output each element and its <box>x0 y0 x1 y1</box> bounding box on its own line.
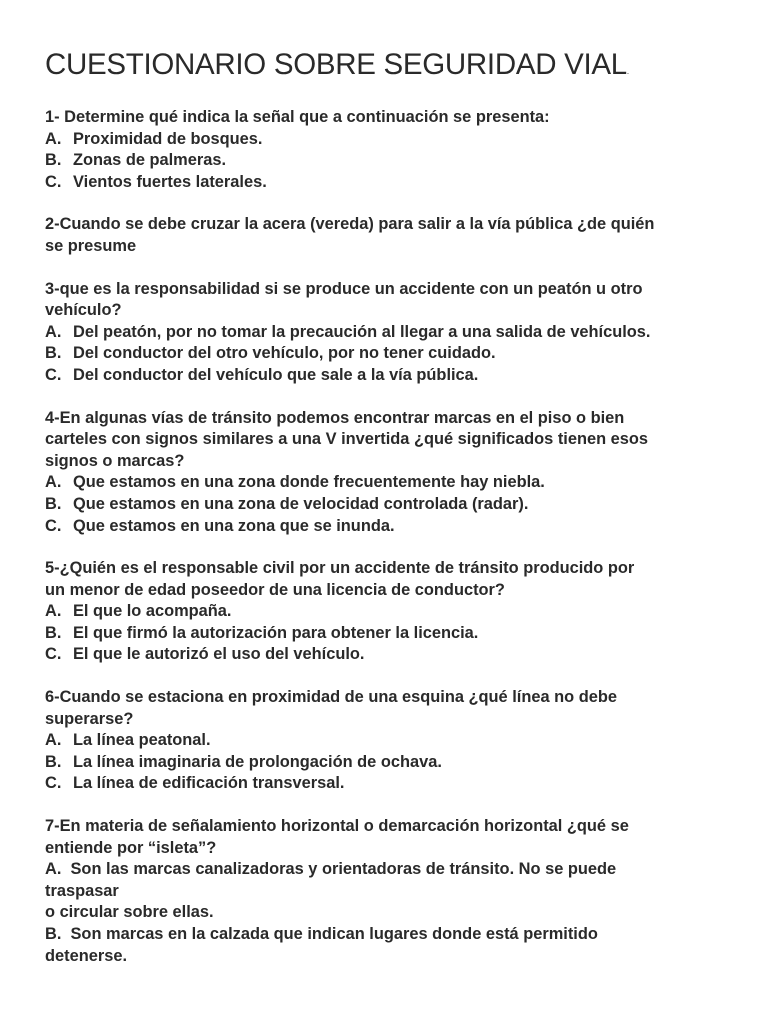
question-text: carteles con signos similares a una V invertida ¿qué significados tienen esos <box>45 430 649 449</box>
option-b: B. La línea imaginaria de prolongación de ochava. <box>45 752 442 771</box>
question-text: vehículo? <box>45 301 122 320</box>
question-text: un menor de edad poseedor de una licencia de conductor? <box>45 580 505 599</box>
question-2 <box>45 214 735 257</box>
document-page <box>45 48 735 988</box>
option-a: A. El que lo acompaña. <box>45 602 232 621</box>
question-text: 4-En algunas vías de tránsito podemos encontrar marcas en el piso o bien <box>45 408 625 427</box>
question-text: entiende por “isleta”? <box>45 838 217 857</box>
question-1 <box>45 107 735 193</box>
question-5 <box>45 558 735 666</box>
option-a: A. Que estamos en una zona donde frecuentemente hay niebla. <box>45 473 545 492</box>
title-mark: . <box>626 67 629 76</box>
option-b-line: B. Son marcas en la calzada que indican lugares donde está permitido <box>45 925 598 943</box>
title-text: CUESTIONARIO SOBRE SEGURIDAD VIAL <box>45 48 627 81</box>
question-7 <box>45 816 735 967</box>
option-c: C. La línea de edificación transversal. <box>45 774 345 793</box>
question-text: 2-Cuando se debe cruzar la acera (vereda) para salir a la vía pública ¿de quién <box>45 215 655 234</box>
option-b: B. El que firmó la autorización para obtener la licencia. <box>45 623 479 642</box>
option-a: A. Del peatón, por no tomar la precaución al llegar a una salida de vehículos. <box>45 322 651 341</box>
option-a-line: A. Son las marcas canalizadoras y orientadoras de tránsito. No se puede <box>45 860 617 879</box>
question-4 <box>45 408 735 538</box>
option-a-line: o circular sobre ellas. <box>45 903 214 922</box>
option-c: C. Del conductor del vehículo que sale a la vía pública. <box>45 365 479 384</box>
question-text: 3-que es la responsabilidad si se produce un accidente con un peatón u otro <box>45 279 643 298</box>
page-title <box>45 48 735 89</box>
option-a: A. Proximidad de bosques. <box>45 129 263 148</box>
option-c: C. El que le autorizó el uso del vehículo. <box>45 645 365 664</box>
question-text: 6-Cuando se estaciona en proximidad de una esquina ¿qué línea no debe <box>45 688 617 707</box>
question-text: 7-En materia de señalamiento horizontal o demarcación horizontal ¿qué se <box>45 817 629 836</box>
question-3 <box>45 279 735 387</box>
option-c: C. Que estamos en una zona que se inunda. <box>45 516 395 535</box>
option-b-line: detenerse. <box>45 946 127 965</box>
question-text: superarse? <box>45 709 134 728</box>
question-6 <box>45 687 735 795</box>
option-b: B. Del conductor del otro vehículo, por no tener cuidado. <box>45 344 496 363</box>
option-a: A. La línea peatonal. <box>45 731 211 750</box>
option-b: B. Que estamos en una zona de velocidad controlada (radar). <box>45 494 529 513</box>
option-c: C. Vientos fuertes laterales. <box>45 172 267 191</box>
option-b: B. Zonas de palmeras. <box>45 151 227 170</box>
question-text: signos o marcas? <box>45 451 185 470</box>
question-text: se presume <box>45 236 137 255</box>
question-text: 1- Determine qué indica la señal que a continuación se presenta: <box>45 108 550 126</box>
question-text: 5-¿Quién es el responsable civil por un accidente de tránsito producido por <box>45 559 635 578</box>
option-a-line: traspasar <box>45 881 119 900</box>
